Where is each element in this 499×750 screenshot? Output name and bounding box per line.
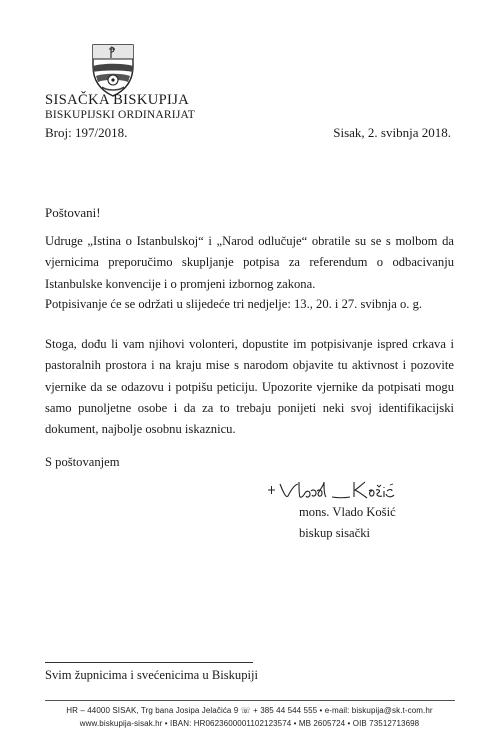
- footer-divider: [45, 700, 455, 701]
- footer-address: HR – 44000 SISAK, Trg bana Josipa Jelačića 9 ☏ + 385 44 544 555 • e-mail: biskupija@sk.t-com.hr: [66, 706, 433, 715]
- footer-registration: www.biskupija-sisak.hr • IBAN: HR0623600001102123574 • MB 2605724 • OIB 73512713698: [79, 719, 420, 728]
- body-paragraph-1: Udruge „Istina o Istanbulskoj“ i „Narod odlučuje“ obratile su se s molbom da vjernicima preporučimo skupljanje potpisa za referendum o odbacivanju Istanbulske konvencije i o promjeni izbornog zakona.: [45, 234, 454, 291]
- diocese-crest-logo: [90, 42, 136, 98]
- closing-salutation: S poštovanjem: [45, 455, 120, 469]
- letterhead-name: SISAČKA BISKUPIJA: [45, 92, 190, 108]
- signer-title: biskup sisački: [299, 526, 371, 540]
- letterhead-subtitle: BISKUPIJSKI ORDINARIJAT: [45, 109, 195, 121]
- handwritten-signature: [266, 476, 416, 504]
- place-date: Sisak, 2. svibnja 2018.: [333, 125, 451, 140]
- greeting: Poštovani!: [45, 205, 101, 220]
- body-paragraph-2: Potpisivanje će se održati u slijedeće tri nedjelje: 13., 20. i 27. svibnja o. g.: [45, 297, 423, 311]
- body-paragraph-3: Stoga, dođu li vam njihovi volonteri, dopustite im potpisivanje ispred crkava i pastoralnih prostora i na kraju mise s narodom objavite tu aktivnost i pozovite vjernike da se odazovu i potpišu peticiju. Upozorite vjernike da potpisati mogu samo punoljetne osobe i da za to trebaju ponijeti neki svoj identifikacijski dokument, najbolje osobnu iskaznicu.: [45, 337, 454, 437]
- recipient-line: Svim župnicima i svećenicima u Biskupiji: [45, 668, 259, 682]
- reference-number: Broj: 197/2018.: [45, 125, 128, 140]
- signer-name: mons. Vlado Košić: [299, 505, 396, 519]
- recipient-divider: [45, 662, 253, 663]
